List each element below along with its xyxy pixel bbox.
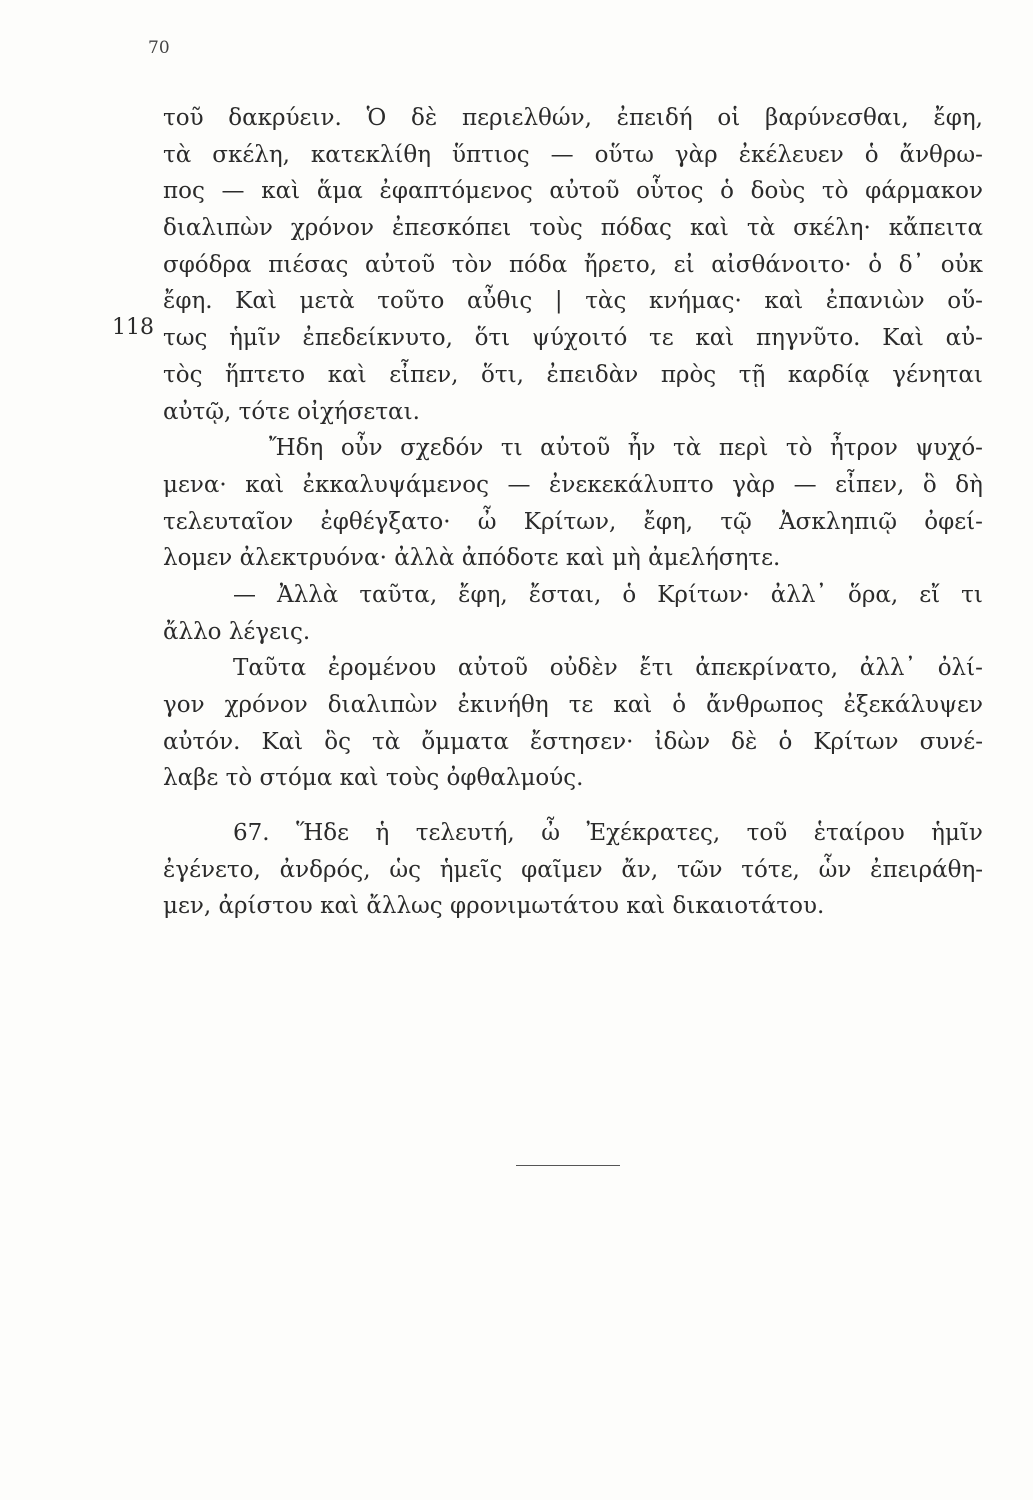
text-line: σφόδρα πιέσας αὐτοῦ τὸν πόδα ἤρετο, εἰ αἰσθάνοιτο· ὁ δ᾽ οὐκ [163,251,983,278]
text-line: πος — καὶ ἅμα ἐφαπτόμενος αὐτοῦ οὗτος ὁ δοὺς τὸ φάρμακον [163,178,983,205]
text-line: ἐγένετο, ἀνδρός, ὡς ἡμεῖς φαῖμεν ἄν, τῶν τότε, ὧν ἐπειράθη- [163,856,983,883]
end-rule [516,1165,620,1166]
text-line: αὐτόν. Καὶ ὃς τὰ ὄμματα ἔστησεν· ἰδὼν δὲ ὁ Κρίτων συνέ- [163,728,983,755]
text-line: ἄλλο λέγεις. [163,618,311,645]
text-line: τελευταῖον ἐφθέγξατο· ὦ Κρίτων, ἔφη, τῷ Ἀσκληπιῷ ὀφεί- [163,508,983,535]
text-line: γον χρόνον διαλιπὼν ἐκινήθη τε καὶ ὁ ἄνθρωπος ἐξεκάλυψεν [163,692,983,718]
text-line: Ἤδη οὖν σχεδόν τι αὐτοῦ ἦν τὰ περὶ τὸ ἦτρον ψυχό- [269,435,983,462]
text-line: Ταῦτα ἐρομένου αὐτοῦ οὐδὲν ἔτι ἀπεκρίνατο, ἀλλ᾽ ὀλί- [233,655,983,682]
text-line: τὰ σκέλη, κατεκλίθη ὕπτιος — οὕτω γὰρ ἐκέλευεν ὁ ἄνθρω- [163,141,983,168]
text-line: τως ἡμῖν ἐπεδείκνυτο, ὅτι ψύχοιτό τε καὶ πηγνῦτο. Καὶ αὐ- [163,325,983,352]
page-number: 70 [148,38,170,58]
text-line: 67. Ἥδε ἡ τελευτή, ὦ Ἐχέκρατες, τοῦ ἑταίρου ἡμῖν [233,820,983,847]
text-line: μενα· καὶ ἐκκαλυψάμενος — ἐνεκεκάλυπτο γὰρ — εἶπεν, ὃ δὴ [163,471,983,498]
margin-line-number: 118 [112,315,154,340]
text-line: λαβε τὸ στόμα καὶ τοὺς ὀφθαλμούς. [163,765,584,792]
text-line: τὸς ἥπτετο καὶ εἶπεν, ὅτι, ἐπειδὰν πρὸς τῇ καρδίᾳ γένηται [163,361,983,388]
text-line: τοῦ δακρύειν. Ὁ δὲ περιελθών, ἐπειδή οἱ βαρύνεσθαι, ἔφη, [163,105,983,131]
text-line: διαλιπὼν χρόνον ἐπεσκόπει τοὺς πόδας καὶ τὰ σκέλη· κἄπειτα [163,215,983,242]
body-text [163,100,983,925]
text-line: ἔφη. Καὶ μετὰ τοῦτο αὖθις | τὰς κνήμας· καὶ ἐπανιὼν οὕ- [163,288,983,315]
text-line: μεν, ἀρίστου καὶ ἄλλως φρονιμωτάτου καὶ δικαιοτάτου. [163,893,825,920]
text-line: — Ἀλλὰ ταῦτα, ἔφη, ἔσται, ὁ Κρίτων· ἀλλ᾽ ὅρα, εἴ τι [233,581,983,608]
text-line: λομεν ἀλεκτρυόνα· ἀλλὰ ἀπόδοτε καὶ μὴ ἀμελήσητε. [163,545,781,572]
text-line: αὐτῷ, τότε οἰχήσεται. [163,398,420,425]
